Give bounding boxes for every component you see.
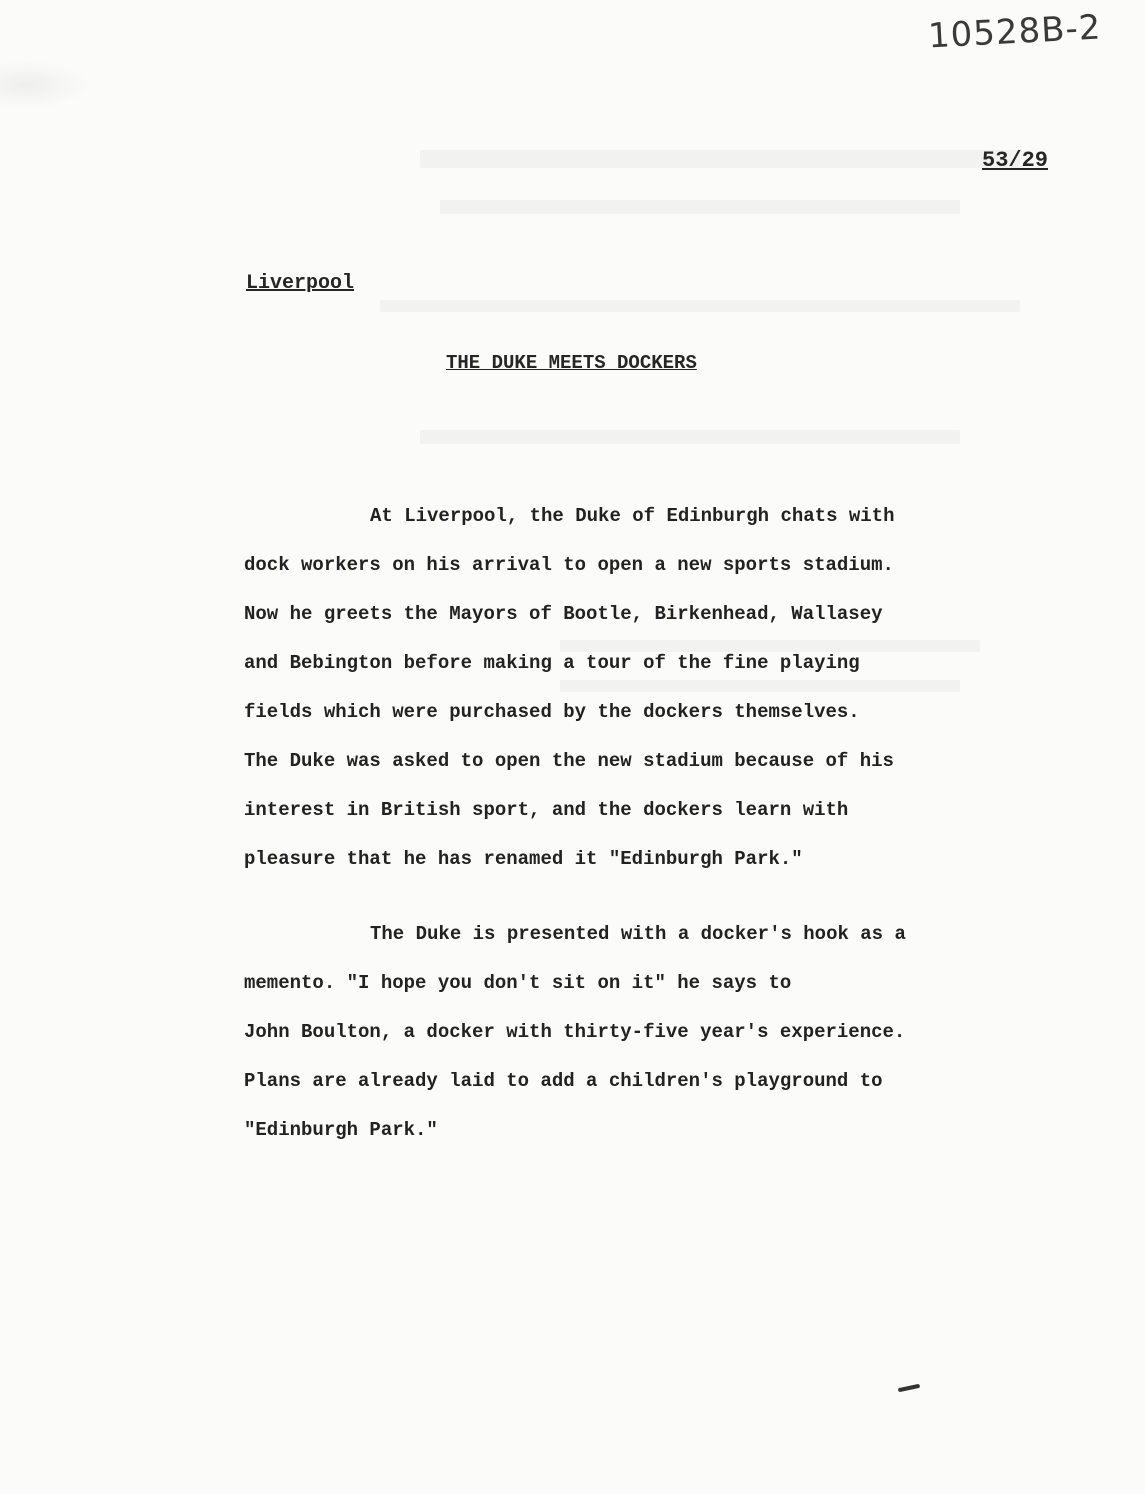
paragraph-1 bbox=[244, 492, 974, 884]
show-through-mark bbox=[440, 200, 960, 214]
pen-stroke-mark bbox=[898, 1384, 920, 1392]
paragraph-2 bbox=[244, 910, 974, 1155]
paper-fold-mark bbox=[0, 60, 90, 110]
paragraph-2-text: The Duke is presented with a docker's hook as a memento. "I hope you don't sit on it" he says to John Boulton, a docker with thirty-five year's experience. Plans are already laid to add a children's playground to "Edinburgh Park." bbox=[244, 923, 906, 1141]
paragraph-1-text: At Liverpool, the Duke of Edinburgh chats with dock workers on his arrival to open a new sports stadium. Now he greets the Mayors of Bootle, Birkenhead, Wallasey and Bebington before making a tour of the fine playing fields which were purchased by the dockers themselves. The Duke was asked to open the new stadium because of his interest in British sport, and the dockers learn with pleasure that he has renamed it "Edinburgh Park." bbox=[244, 505, 895, 870]
show-through-mark bbox=[420, 430, 960, 444]
show-through-mark bbox=[420, 150, 1020, 168]
show-through-mark bbox=[380, 300, 1020, 312]
location-heading: Liverpool bbox=[246, 272, 355, 295]
headline: THE DUKE MEETS DOCKERS bbox=[446, 352, 697, 374]
page-number: 53/29 bbox=[982, 148, 1049, 173]
handwritten-reference-number: 10528B-2 bbox=[927, 7, 1103, 57]
